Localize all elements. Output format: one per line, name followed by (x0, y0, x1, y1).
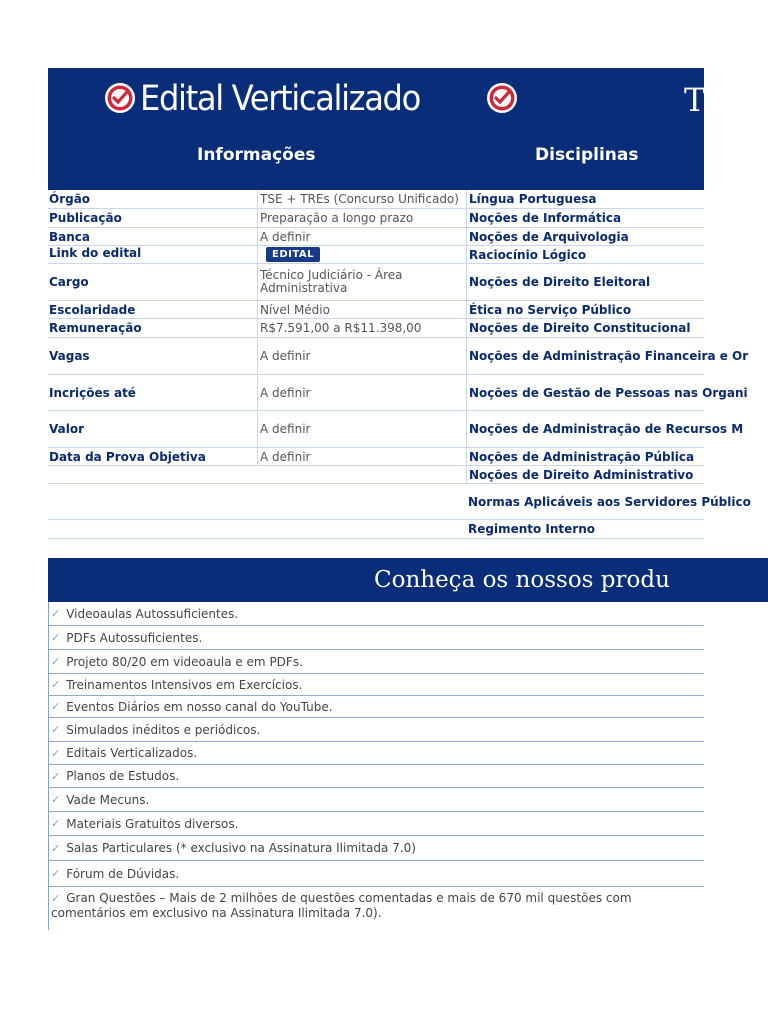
table-row (48, 338, 749, 375)
table-row (48, 264, 704, 301)
list-item: ✓ Materiais Gratuitos diversos. (49, 812, 705, 836)
info-value: Preparação a longo prazo (257, 209, 466, 227)
list-item: ✓ Treinamentos Intensivos em Exercícios. (49, 674, 705, 696)
checkmark-icon: ✓ (51, 655, 61, 668)
info-value: A definir (257, 228, 466, 245)
checkmark-icon: ✓ (51, 746, 61, 760)
products-list (48, 602, 705, 930)
products-title: Conheça os nossos produ (374, 567, 670, 593)
disciplina-item[interactable]: Ética no Serviço Público (466, 301, 704, 318)
info-label: Remuneração (49, 321, 142, 335)
checkmark-icon: ✓ (51, 793, 61, 806)
edital-cell (257, 246, 466, 263)
info-value: A definir (257, 375, 466, 410)
table-row (48, 466, 704, 484)
info-value: TSE + TREs (Concurso Unificado) (257, 190, 466, 208)
info-value: A definir (257, 338, 466, 374)
table-row (48, 246, 704, 264)
header-disciplinas: Disciplinas (535, 145, 639, 165)
info-label: Incrições até (49, 385, 136, 400)
list-item: ✓ Eventos Diários em nosso canal do YouTube. (49, 696, 705, 718)
table-row (48, 520, 704, 539)
info-label: Data da Prova Objetiva (49, 449, 206, 464)
table-row (48, 209, 704, 228)
info-value: A definir (257, 448, 466, 465)
checkmark-icon: ✓ (51, 631, 61, 644)
info-label: Vagas (49, 349, 90, 363)
info-value: Nível Médio (257, 301, 466, 318)
checkmark-icon: ✓ (51, 841, 61, 855)
disciplina-item[interactable]: Noções de Gestão de Pessoas nas Organi (466, 375, 704, 410)
info-label: Publicação (49, 211, 122, 225)
disciplina-item[interactable]: Normas Aplicáveis aos Servidores Público (468, 494, 751, 509)
checkmark-icon: ✓ (51, 867, 61, 880)
disciplina-item[interactable]: Noções de Direito Constitucional (466, 319, 704, 337)
table-row (48, 411, 744, 448)
list-item: ✓ Simulados inéditos e periódicos. (49, 718, 705, 742)
list-item: ✓ Gran Questões – Mais de 2 milhões de questões comentadas e mais de 670 mil questões com comentários em exclusivo na Assinatura Ilimitada 7.0). (51, 891, 632, 920)
table-row (48, 484, 751, 520)
products-banner (48, 558, 768, 602)
table-row (48, 448, 704, 466)
list-item: ✓ Projeto 80/20 em videoaula e em PDFs. (49, 650, 705, 674)
info-value: Técnico Judiciário - Área Administrativa (257, 264, 466, 300)
table-row (48, 301, 704, 319)
table-row (48, 375, 748, 411)
disciplina-item[interactable]: Língua Portuguesa (466, 190, 704, 208)
list-item: ✓ Videoaulas Autossuficientes. (49, 602, 705, 626)
checkmark-icon: ✓ (51, 678, 61, 691)
title-banner (48, 68, 704, 127)
list-item: ✓ Planos de Estudos. (49, 765, 705, 788)
table-row (48, 319, 704, 338)
disciplina-item[interactable]: Noções de Administração Pública (466, 448, 704, 465)
list-item: ✓ Editais Verticalizados. (49, 742, 705, 765)
info-label: Valor (49, 422, 85, 436)
info-label: Link do edital (49, 246, 142, 260)
table-row (48, 228, 704, 246)
banner-title: Edital Verticalizado (140, 79, 420, 119)
check-badge-icon (104, 82, 136, 114)
header-informacoes: Informações (197, 145, 316, 165)
checkmark-icon: ✓ (51, 892, 61, 905)
disciplina-item[interactable]: Noções de Direito Eleitoral (466, 264, 704, 300)
disciplina-item[interactable]: Regimento Interno (468, 522, 596, 536)
info-label: Escolaridade (49, 302, 136, 317)
info-value: A definir (257, 411, 466, 447)
info-value: R$7.591,00 a R$11.398,00 (257, 319, 466, 337)
table-row (48, 190, 704, 209)
checkmark-icon: ✓ (51, 723, 61, 736)
list-item: ✓ Fórum de Dúvidas. (49, 861, 705, 887)
list-item: ✓ Vade Mecuns. (49, 788, 705, 812)
disciplina-item[interactable]: Noções de Arquivologia (466, 228, 704, 245)
info-label: Banca (49, 229, 90, 244)
banner-cut-letter: T (684, 81, 706, 119)
info-label: Cargo (49, 275, 89, 289)
table-header (48, 127, 704, 190)
info-label: Órgão (49, 192, 91, 206)
edital-link-button[interactable]: EDITAL (266, 247, 320, 262)
disciplina-item[interactable]: Noções de Direito Administrativo (466, 466, 704, 483)
checkmark-icon: ✓ (51, 817, 61, 830)
disciplina-item[interactable]: Noções de Administração de Recursos M (466, 411, 704, 447)
disciplina-item[interactable]: Noções de Informática (466, 209, 704, 227)
checkmark-icon: ✓ (51, 700, 61, 713)
disciplina-item[interactable]: Raciocínio Lógico (466, 246, 704, 263)
disciplina-item[interactable]: Noções de Administração Financeira e Or (466, 338, 704, 374)
checkmark-icon: ✓ (51, 769, 61, 783)
list-item: ✓ Salas Particulares (* exclusivo na Assinatura Ilimitada 7.0) (49, 836, 705, 861)
check-badge-icon (486, 82, 518, 114)
list-item: ✓ PDFs Autossuficientes. (49, 626, 705, 650)
checkmark-icon: ✓ (51, 607, 61, 620)
